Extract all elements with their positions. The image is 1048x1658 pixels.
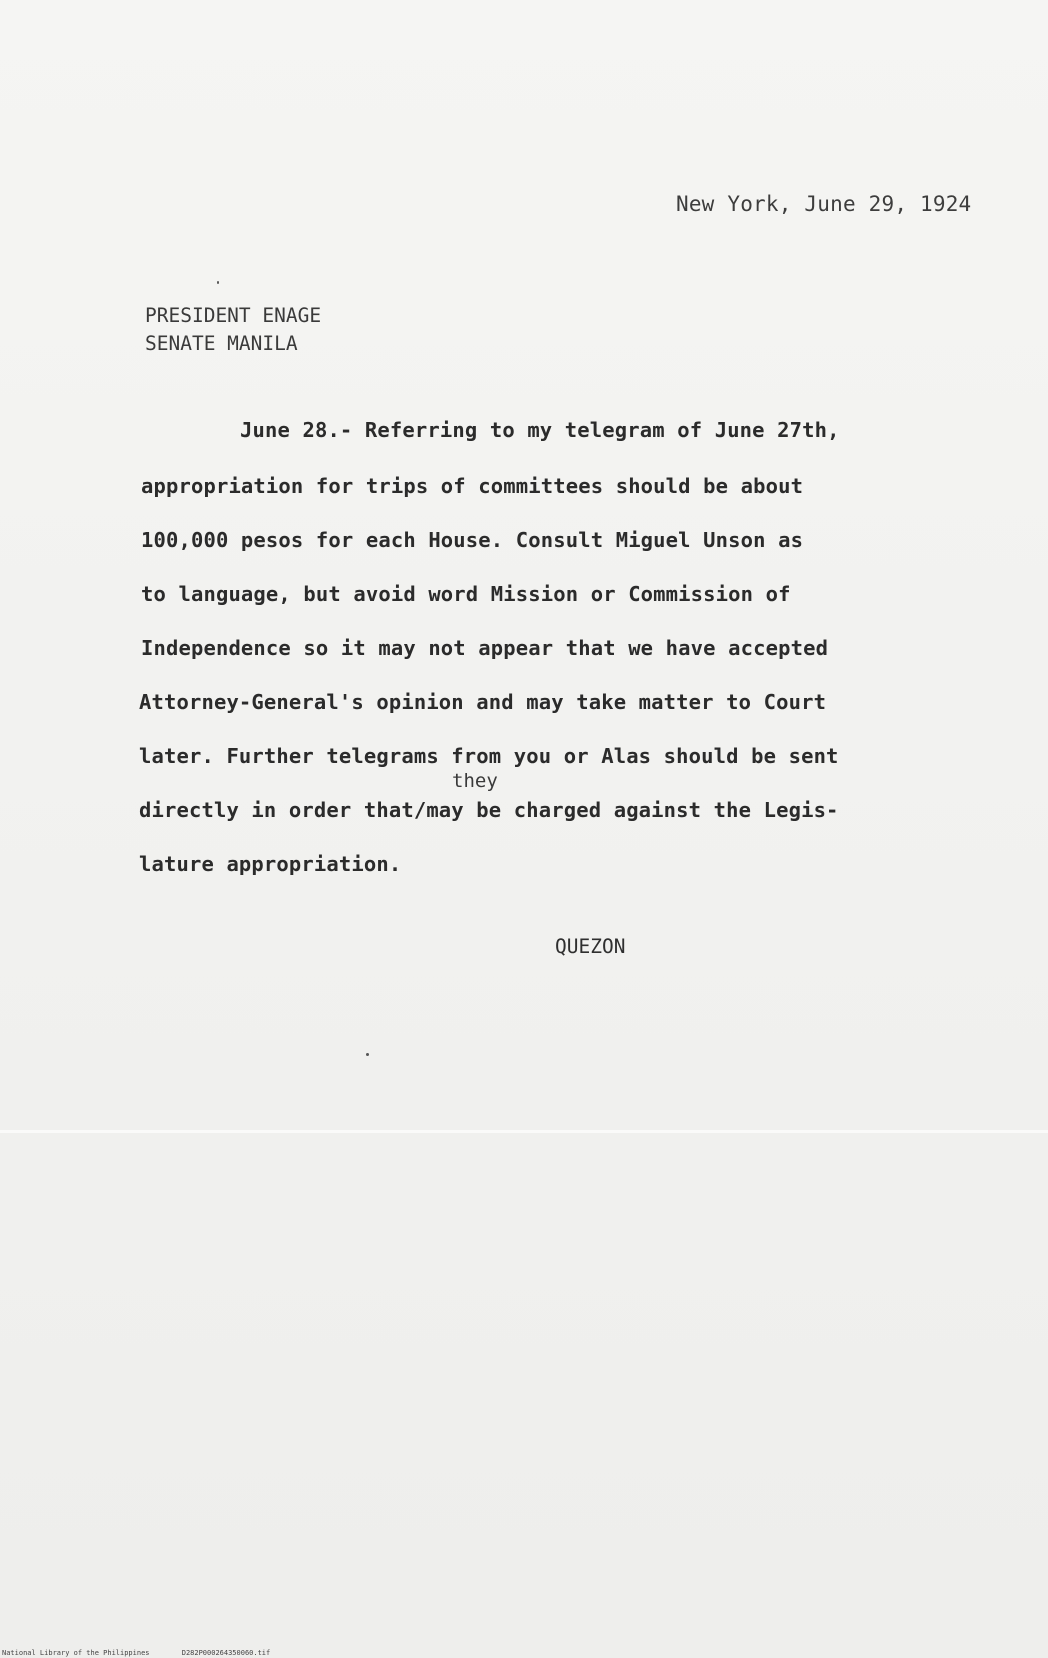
letter-signature: QUEZON — [555, 935, 626, 958]
scan-artifact-band — [0, 1130, 1048, 1133]
body-line: 100,000 pesos for each House. Consult Miguel Unson as — [141, 528, 804, 552]
footer-file: D282P000264350060.tif — [181, 1649, 271, 1657]
paper-speck — [366, 1053, 369, 1056]
archive-footer — [2, 1649, 298, 1657]
body-line: to language, but avoid word Mission or Commission of — [141, 582, 791, 606]
interlinear-insert: they — [452, 770, 498, 792]
body-line: appropriation for trips of committees should be about — [141, 474, 804, 498]
letter-dateline: New York, June 29, 1924 — [676, 192, 972, 216]
footer-library: National Library of the Philippines — [2, 1649, 150, 1657]
addressee-line: PRESIDENT ENAGE — [145, 304, 322, 327]
body-line: June 28.- Referring to my telegram of June 27th, — [240, 418, 840, 442]
body-line: Independence so it may not appear that we have accepted — [141, 636, 829, 660]
body-line: later. Further telegrams from you or Alas should be sent — [139, 744, 839, 768]
body-line: lature appropriation. — [139, 852, 402, 876]
addressee-line: SENATE MANILA — [145, 332, 298, 355]
paper-speck — [217, 281, 219, 284]
body-line: Attorney-General's opinion and may take matter to Court — [139, 690, 827, 714]
letter-addressee — [145, 302, 321, 358]
body-line: directly in order that/may be charged against the Legis- — [139, 798, 839, 822]
